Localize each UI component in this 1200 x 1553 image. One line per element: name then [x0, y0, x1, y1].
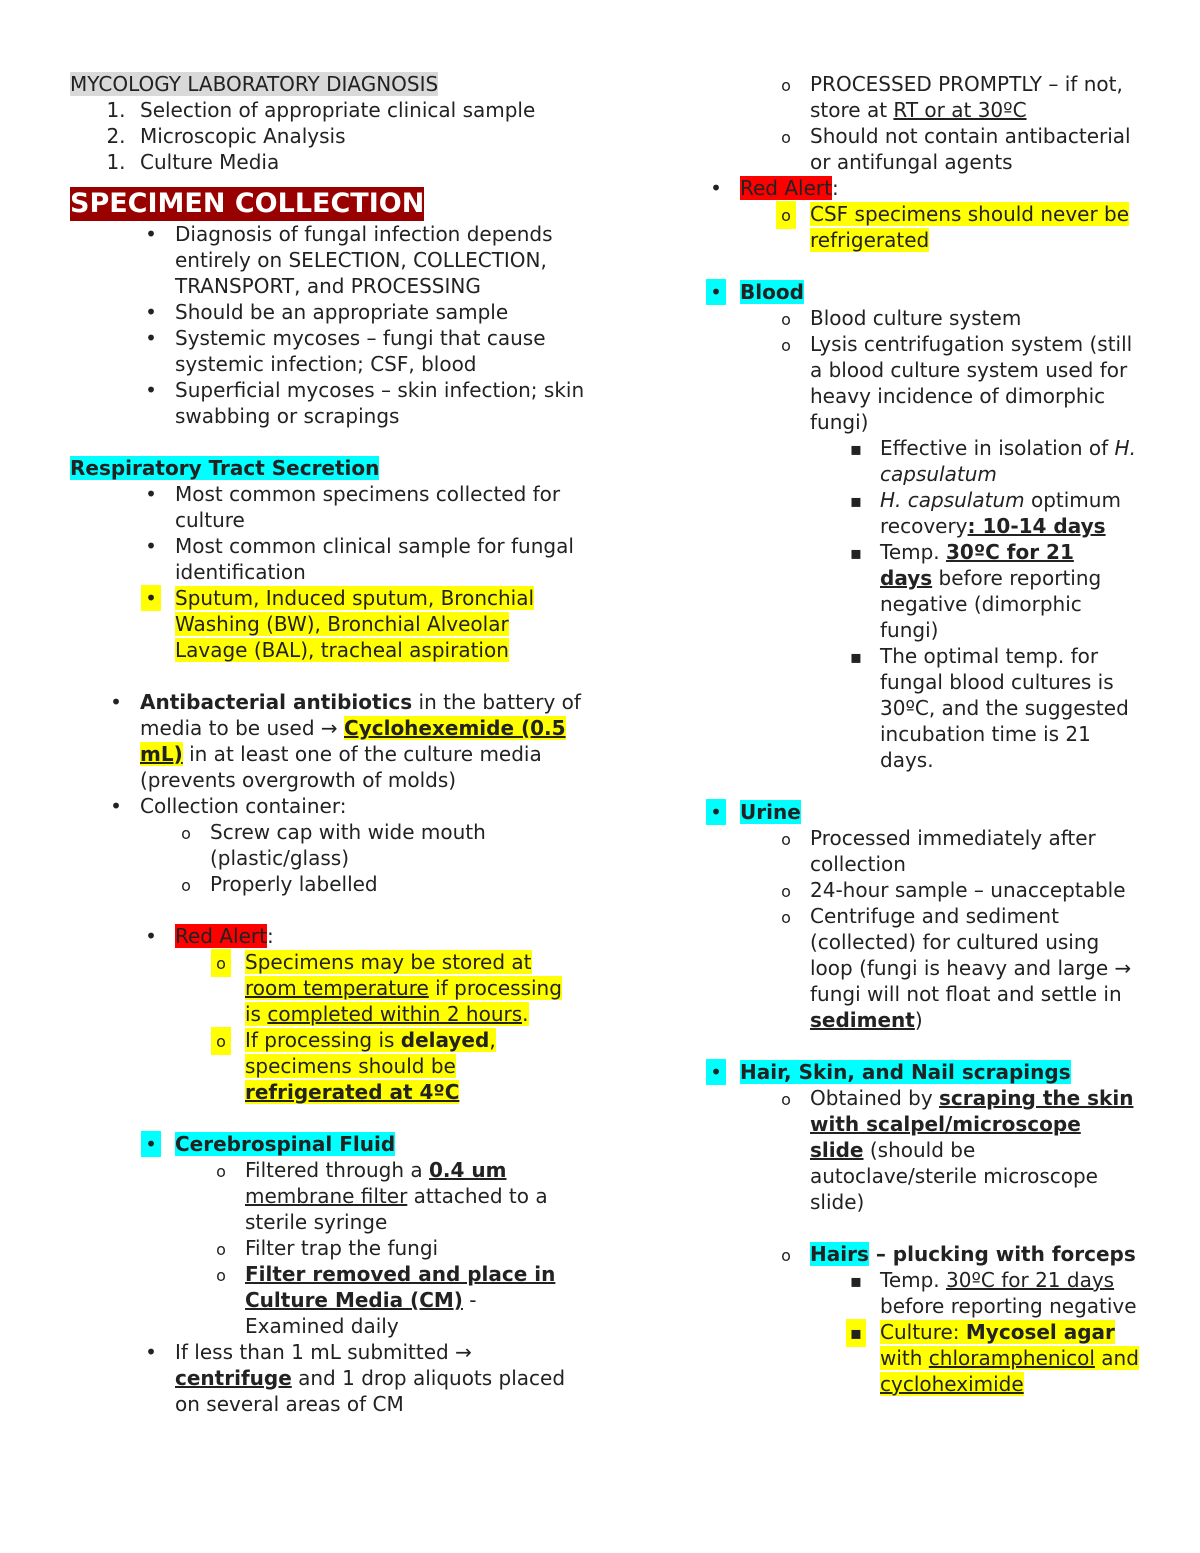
- list-item: o Lysis centrifugation system (still a blood culture system used for heavy incidence of dimorphic fungi): [810, 331, 1145, 435]
- respiratory-bullets: [175, 481, 590, 663]
- hair-skin-nail-section: [740, 1059, 1145, 1397]
- right-column: [705, 71, 1145, 1397]
- left-column: [70, 71, 590, 1417]
- list-item: • Antibacterial antibiotics in the battery of media to be used → Cyclohexemide (0.5 mL) in at least one of the culture media (prevents overgrowth of molds): [140, 689, 590, 793]
- alert-item: o If processing is delayed, specimens should be refrigerated at 4ºC: [245, 1027, 590, 1105]
- blood-section: [740, 279, 1145, 773]
- specimen-collection-heading: SPECIMEN COLLECTION: [70, 188, 425, 219]
- document-title: MYCOLOGY LABORATORY DIAGNOSIS: [70, 72, 439, 96]
- list-item: o Blood culture system: [810, 305, 1145, 331]
- red-alert-label: • Red Alert:: [740, 175, 1145, 201]
- list-item: • If less than 1 mL submitted → centrifuge and 1 drop aliquots placed on several areas of CM: [175, 1339, 590, 1417]
- list-item: o Screw cap with wide mouth (plastic/glass): [210, 819, 590, 871]
- list-item: ▪ Temp. 30ºC for 21 days before reporting negative: [880, 1267, 1145, 1319]
- list-item: • Collection container:: [140, 793, 590, 819]
- list-item: o Hairs – plucking with forceps: [810, 1241, 1145, 1267]
- list-item: o Filtered through a 0.4 um membrane filter attached to a sterile syringe: [245, 1157, 590, 1235]
- red-alert-label: • Red Alert:: [175, 923, 590, 949]
- urine-section: [740, 799, 1145, 1033]
- list-item: ▪ The optimal temp. for fungal blood cultures is 30ºC, and the suggested incubation time is 21 days.: [880, 643, 1145, 773]
- csf-heading: • Cerebrospinal Fluid: [175, 1131, 590, 1157]
- list-item: o PROCESSED PROMPTLY – if not, store at RT or at 30ºC: [810, 71, 1145, 123]
- csf-section: [175, 1131, 590, 1417]
- numbered-item: 1. Culture Media: [106, 150, 280, 174]
- respiratory-heading: Respiratory Tract Secretion: [70, 456, 380, 480]
- list-item: o Properly labelled: [210, 871, 590, 897]
- list-item: • Superficial mycoses – skin infection; skin swabbing or scrapings: [175, 377, 590, 429]
- alert-item: o Specimens may be stored at room temperature if processing is completed within 2 hours.: [245, 949, 590, 1027]
- red-alert-section: [175, 923, 590, 1105]
- list-item: • Should be an appropriate sample: [175, 299, 590, 325]
- list-item: • Diagnosis of fungal infection depends entirely on SELECTION, COLLECTION, TRANSPORT, and PROCESSING: [175, 221, 590, 299]
- list-item: o Centrifuge and sediment (collected) for cultured using loop (fungi is heavy and large → fungi will not float and settle in sediment): [810, 903, 1145, 1033]
- list-item: • Most common clinical sample for fungal identification: [175, 533, 590, 585]
- numbered-item: 2. Microscopic Analysis: [106, 124, 346, 148]
- alert-item: o CSF specimens should never be refrigerated: [810, 201, 1145, 253]
- red-alert-section-right: [740, 175, 1145, 253]
- list-item: ▪ Effective in isolation of H. capsulatum: [880, 435, 1145, 487]
- blood-heading: • Blood: [740, 279, 1145, 305]
- list-item: o 24-hour sample – unacceptable: [810, 877, 1145, 903]
- numbered-item: 1. Selection of appropriate clinical sample: [106, 98, 536, 122]
- list-item: o Filter removed and place in Culture Media (CM) - Examined daily: [245, 1261, 590, 1339]
- list-item: • Most common specimens collected for culture: [175, 481, 590, 533]
- urine-heading: • Urine: [740, 799, 1145, 825]
- antibacterial-section: [140, 689, 590, 897]
- specimen-bullets: [175, 221, 590, 429]
- list-item: o Processed immediately after collection: [810, 825, 1145, 877]
- list-item: • Systemic mycoses – fungi that cause systemic infection; CSF, blood: [175, 325, 590, 377]
- list-item: o Should not contain antibacterial or antifungal agents: [810, 123, 1145, 175]
- processing-items: [810, 71, 1145, 175]
- list-item: ▪ Temp. 30ºC for 21 days before reporting negative (dimorphic fungi): [880, 539, 1145, 643]
- list-item: o Obtained by scraping the skin with scalpel/microscope slide (should be autoclave/sterile microscope slide): [810, 1085, 1145, 1215]
- list-item: ▪ H. capsulatum optimum recovery: 10-14 days: [880, 487, 1145, 539]
- highlighted-item: • Sputum, Induced sputum, Bronchial Washing (BW), Bronchial Alveolar Lavage (BAL), tracheal aspiration: [175, 585, 590, 663]
- highlighted-item: ▪ Culture: Mycosel agar with chloramphenicol and cycloheximide: [880, 1319, 1145, 1397]
- list-item: o Filter trap the fungi: [245, 1235, 590, 1261]
- hair-skin-nail-heading: • Hair, Skin, and Nail scrapings: [740, 1059, 1145, 1085]
